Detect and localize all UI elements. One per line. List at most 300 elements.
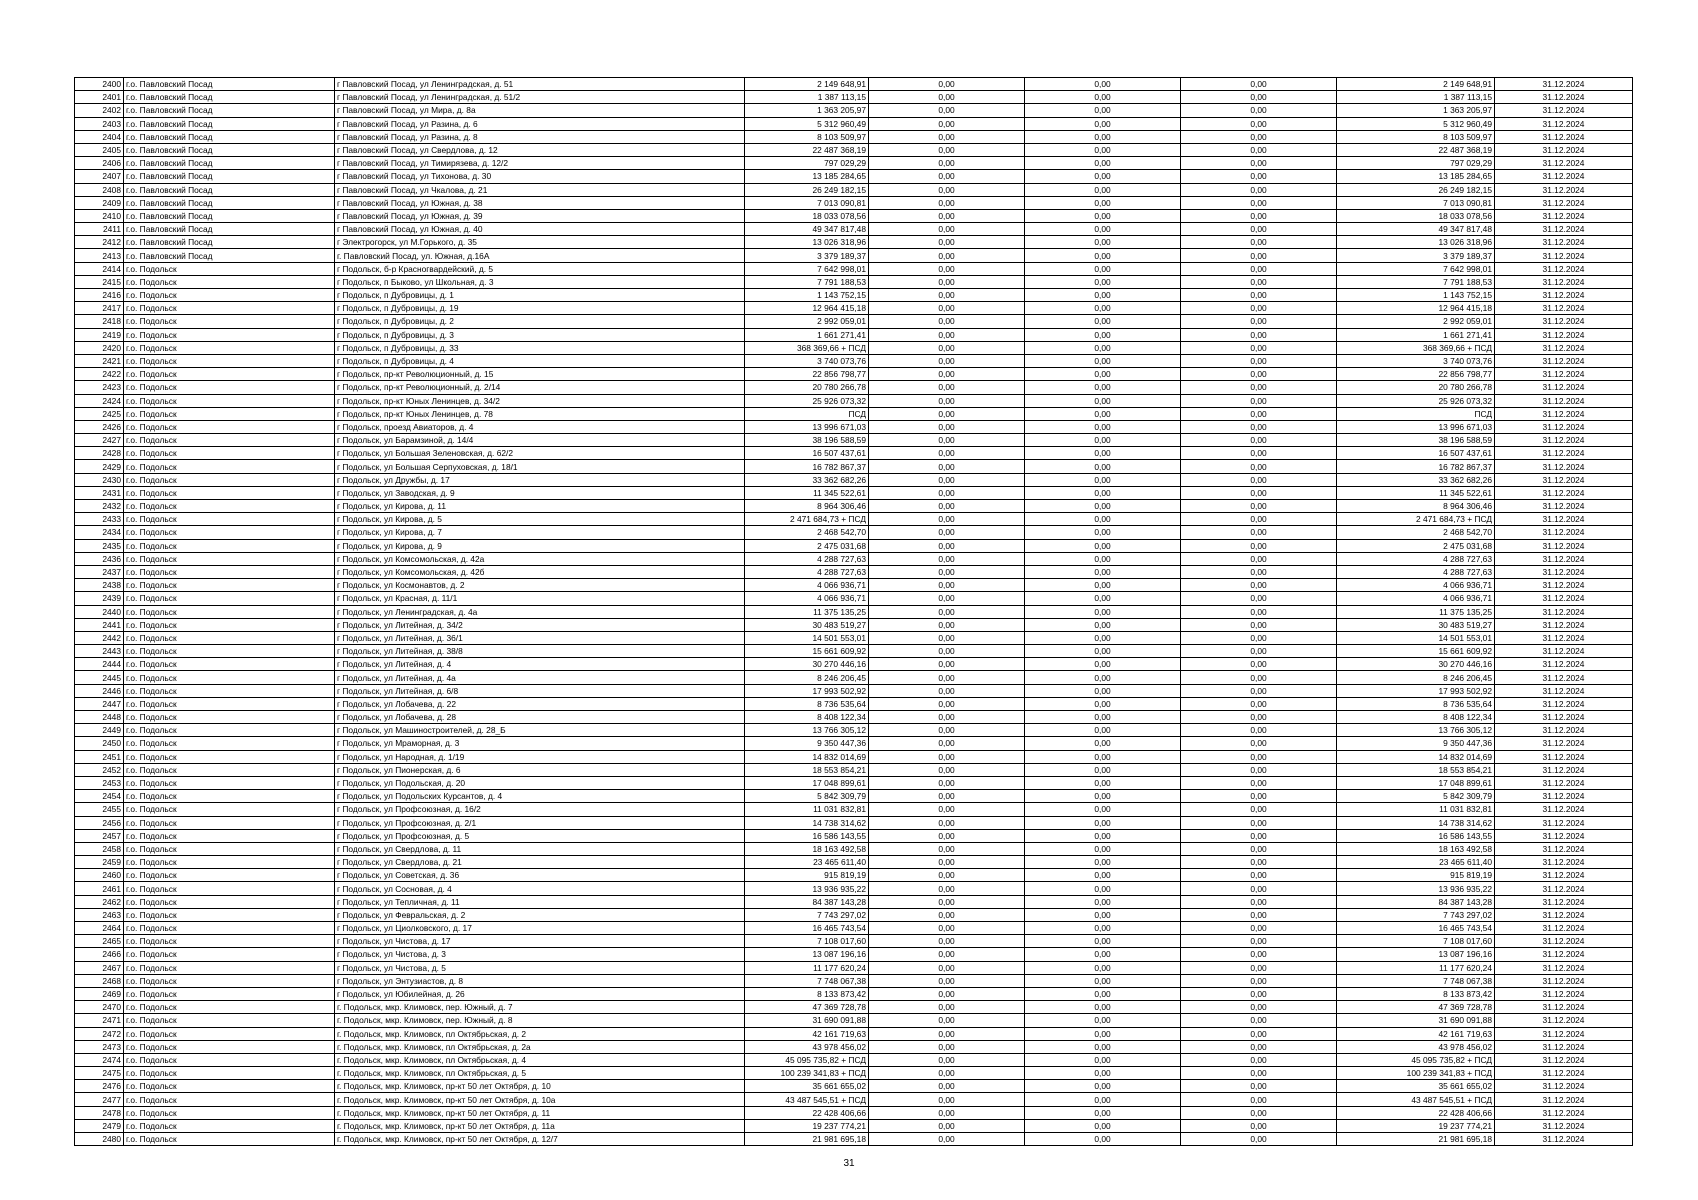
amount-col-2-cell: 0,00 xyxy=(869,434,1025,447)
municipality-cell: г.о. Подольск xyxy=(124,500,335,513)
amount-col-2-cell: 0,00 xyxy=(869,117,1025,130)
amount-col-4-cell: 0,00 xyxy=(1181,1080,1337,1093)
amount-col-3-cell: 0,00 xyxy=(1025,776,1181,789)
amount-remaining-cell: 915 819,19 xyxy=(1337,869,1495,882)
table-row xyxy=(75,1093,1633,1106)
amount-remaining-cell: 8 408 122,34 xyxy=(1337,711,1495,724)
table-row xyxy=(75,209,1633,222)
amount-col-3-cell: 0,00 xyxy=(1025,974,1181,987)
table-row xyxy=(75,1119,1633,1132)
date-cell: 31.12.2024 xyxy=(1495,816,1633,829)
amount-remaining-cell: 2 471 684,73 + ПСД xyxy=(1337,513,1495,526)
amount-total-cell: 13 087 196,16 xyxy=(745,948,869,961)
row-number-cell: 2419 xyxy=(75,328,124,341)
date-cell: 31.12.2024 xyxy=(1495,1106,1633,1119)
amount-remaining-cell: 4 288 727,63 xyxy=(1337,565,1495,578)
amount-col-3-cell: 0,00 xyxy=(1025,605,1181,618)
amount-total-cell: 7 642 998,01 xyxy=(745,262,869,275)
date-cell: 31.12.2024 xyxy=(1495,895,1633,908)
address-cell: г. Подольск, мкр. Климовск, пр-кт 50 лет Октября, д. 12/7 xyxy=(335,1133,745,1146)
table-row xyxy=(75,790,1633,803)
table-row xyxy=(75,763,1633,776)
table-row xyxy=(75,275,1633,288)
amount-col-3-cell: 0,00 xyxy=(1025,223,1181,236)
table-row xyxy=(75,552,1633,565)
date-cell: 31.12.2024 xyxy=(1495,104,1633,117)
amount-remaining-cell: 2 992 059,01 xyxy=(1337,315,1495,328)
table-row xyxy=(75,711,1633,724)
amount-total-cell: 11 345 522,61 xyxy=(745,486,869,499)
table-row xyxy=(75,1027,1633,1040)
row-number-cell: 2466 xyxy=(75,948,124,961)
date-cell: 31.12.2024 xyxy=(1495,565,1633,578)
amount-col-3-cell: 0,00 xyxy=(1025,104,1181,117)
municipality-cell: г.о. Подольск xyxy=(124,922,335,935)
amount-total-cell: 43 978 456,02 xyxy=(745,1040,869,1053)
table-row xyxy=(75,526,1633,539)
amount-col-4-cell: 0,00 xyxy=(1181,605,1337,618)
table-row xyxy=(75,328,1633,341)
amount-col-4-cell: 0,00 xyxy=(1181,684,1337,697)
amount-col-3-cell: 0,00 xyxy=(1025,434,1181,447)
municipality-cell: г.о. Подольск xyxy=(124,302,335,315)
municipality-cell: г.о. Подольск xyxy=(124,987,335,1000)
municipality-cell: г.о. Подольск xyxy=(124,394,335,407)
page-number: 31 xyxy=(843,1158,855,1169)
address-cell: г Подольск, ул Свердлова, д. 11 xyxy=(335,842,745,855)
date-cell: 31.12.2024 xyxy=(1495,552,1633,565)
date-cell: 31.12.2024 xyxy=(1495,209,1633,222)
row-number-cell: 2480 xyxy=(75,1133,124,1146)
amount-col-3-cell: 0,00 xyxy=(1025,328,1181,341)
row-number-cell: 2444 xyxy=(75,658,124,671)
date-cell: 31.12.2024 xyxy=(1495,223,1633,236)
municipality-cell: г.о. Подольск xyxy=(124,631,335,644)
amount-remaining-cell: 17 048 899,61 xyxy=(1337,776,1495,789)
table-row xyxy=(75,368,1633,381)
amount-remaining-cell: 42 161 719,63 xyxy=(1337,1027,1495,1040)
municipality-cell: г.о. Павловский Посад xyxy=(124,104,335,117)
amount-col-2-cell: 0,00 xyxy=(869,987,1025,1000)
amount-total-cell: 14 501 553,01 xyxy=(745,631,869,644)
amount-col-4-cell: 0,00 xyxy=(1181,618,1337,631)
amount-col-2-cell: 0,00 xyxy=(869,1133,1025,1146)
date-cell: 31.12.2024 xyxy=(1495,91,1633,104)
amount-col-4-cell: 0,00 xyxy=(1181,78,1337,91)
amount-total-cell: 4 288 727,63 xyxy=(745,552,869,565)
amount-remaining-cell: 797 029,29 xyxy=(1337,157,1495,170)
address-cell: г Подольск, ул Энтузиастов, д. 8 xyxy=(335,974,745,987)
date-cell: 31.12.2024 xyxy=(1495,249,1633,262)
row-number-cell: 2476 xyxy=(75,1080,124,1093)
date-cell: 31.12.2024 xyxy=(1495,763,1633,776)
amount-remaining-cell: 13 026 318,96 xyxy=(1337,236,1495,249)
amount-col-3-cell: 0,00 xyxy=(1025,1001,1181,1014)
table-row xyxy=(75,539,1633,552)
amount-col-2-cell: 0,00 xyxy=(869,223,1025,236)
municipality-cell: г.о. Подольск xyxy=(124,724,335,737)
table-row xyxy=(75,631,1633,644)
amount-col-4-cell: 0,00 xyxy=(1181,1014,1337,1027)
address-cell: г. Подольск, мкр. Климовск, пер. Южный, д. 7 xyxy=(335,1001,745,1014)
amount-total-cell: 14 738 314,62 xyxy=(745,816,869,829)
row-number-cell: 2418 xyxy=(75,315,124,328)
municipality-cell: г.о. Подольск xyxy=(124,1093,335,1106)
amount-total-cell: 1 363 205,97 xyxy=(745,104,869,117)
amount-total-cell: 8 103 509,97 xyxy=(745,130,869,143)
amount-col-2-cell: 0,00 xyxy=(869,130,1025,143)
amount-col-3-cell: 0,00 xyxy=(1025,869,1181,882)
amount-remaining-cell: 84 387 143,28 xyxy=(1337,895,1495,908)
amount-col-2-cell: 0,00 xyxy=(869,1106,1025,1119)
date-cell: 31.12.2024 xyxy=(1495,434,1633,447)
row-number-cell: 2463 xyxy=(75,908,124,921)
date-cell: 31.12.2024 xyxy=(1495,1080,1633,1093)
amount-col-2-cell: 0,00 xyxy=(869,1053,1025,1066)
amount-col-3-cell: 0,00 xyxy=(1025,671,1181,684)
amount-remaining-cell: 5 842 309,79 xyxy=(1337,790,1495,803)
amount-col-2-cell: 0,00 xyxy=(869,922,1025,935)
municipality-cell: г.о. Подольск xyxy=(124,671,335,684)
municipality-cell: г.о. Подольск xyxy=(124,1040,335,1053)
amount-col-2-cell: 0,00 xyxy=(869,368,1025,381)
table-row xyxy=(75,223,1633,236)
address-cell: г Подольск, ул Кирова, д. 11 xyxy=(335,500,745,513)
address-cell: г Павловский Посад, ул Свердлова, д. 12 xyxy=(335,143,745,156)
row-number-cell: 2440 xyxy=(75,605,124,618)
amount-col-2-cell: 0,00 xyxy=(869,354,1025,367)
row-number-cell: 2405 xyxy=(75,143,124,156)
row-number-cell: 2402 xyxy=(75,104,124,117)
row-number-cell: 2432 xyxy=(75,500,124,513)
table-row xyxy=(75,289,1633,302)
date-cell: 31.12.2024 xyxy=(1495,697,1633,710)
date-cell: 31.12.2024 xyxy=(1495,500,1633,513)
amount-total-cell: 15 661 609,92 xyxy=(745,645,869,658)
amount-total-cell: 38 196 588,59 xyxy=(745,434,869,447)
amount-remaining-cell: 45 095 735,82 + ПСД xyxy=(1337,1053,1495,1066)
address-cell: г Подольск, ул Лобачева, д. 28 xyxy=(335,711,745,724)
municipality-cell: г.о. Подольск xyxy=(124,262,335,275)
date-cell: 31.12.2024 xyxy=(1495,1040,1633,1053)
date-cell: 31.12.2024 xyxy=(1495,157,1633,170)
amount-col-2-cell: 0,00 xyxy=(869,790,1025,803)
row-number-cell: 2423 xyxy=(75,381,124,394)
date-cell: 31.12.2024 xyxy=(1495,289,1633,302)
municipality-cell: г.о. Павловский Посад xyxy=(124,209,335,222)
amount-col-4-cell: 0,00 xyxy=(1181,289,1337,302)
amount-col-2-cell: 0,00 xyxy=(869,209,1025,222)
address-cell: г Подольск, ул Кирова, д. 7 xyxy=(335,526,745,539)
date-cell: 31.12.2024 xyxy=(1495,381,1633,394)
amount-col-3-cell: 0,00 xyxy=(1025,856,1181,869)
municipality-cell: г.о. Подольск xyxy=(124,1053,335,1066)
amount-total-cell: 1 143 752,15 xyxy=(745,289,869,302)
amount-total-cell: 9 350 447,36 xyxy=(745,737,869,750)
amount-col-4-cell: 0,00 xyxy=(1181,803,1337,816)
amount-col-3-cell: 0,00 xyxy=(1025,394,1181,407)
amount-remaining-cell: 8 246 206,45 xyxy=(1337,671,1495,684)
amount-col-2-cell: 0,00 xyxy=(869,394,1025,407)
amount-total-cell: 18 033 078,56 xyxy=(745,209,869,222)
row-number-cell: 2417 xyxy=(75,302,124,315)
amount-total-cell: 4 066 936,71 xyxy=(745,592,869,605)
amount-col-2-cell: 0,00 xyxy=(869,605,1025,618)
amount-col-2-cell: 0,00 xyxy=(869,1014,1025,1027)
amount-total-cell: 13 026 318,96 xyxy=(745,236,869,249)
amount-col-2-cell: 0,00 xyxy=(869,618,1025,631)
amount-col-3-cell: 0,00 xyxy=(1025,196,1181,209)
amount-col-3-cell: 0,00 xyxy=(1025,895,1181,908)
amount-col-3-cell: 0,00 xyxy=(1025,1093,1181,1106)
amount-col-4-cell: 0,00 xyxy=(1181,526,1337,539)
table-row xyxy=(75,91,1633,104)
amount-col-2-cell: 0,00 xyxy=(869,724,1025,737)
address-cell: г Подольск, ул Свердлова, д. 21 xyxy=(335,856,745,869)
amount-col-4-cell: 0,00 xyxy=(1181,1067,1337,1080)
amount-remaining-cell: 7 108 017,60 xyxy=(1337,935,1495,948)
amount-col-4-cell: 0,00 xyxy=(1181,486,1337,499)
municipality-cell: г.о. Подольск xyxy=(124,645,335,658)
amount-remaining-cell: 25 926 073,32 xyxy=(1337,394,1495,407)
address-cell: г Павловский Посад, ул Южная, д. 39 xyxy=(335,209,745,222)
amount-total-cell: 2 471 684,73 + ПСД xyxy=(745,513,869,526)
row-number-cell: 2474 xyxy=(75,1053,124,1066)
row-number-cell: 2449 xyxy=(75,724,124,737)
amount-remaining-cell: 11 177 620,24 xyxy=(1337,961,1495,974)
amount-col-2-cell: 0,00 xyxy=(869,1067,1025,1080)
row-number-cell: 2473 xyxy=(75,1040,124,1053)
amount-remaining-cell: 11 031 832,81 xyxy=(1337,803,1495,816)
amount-remaining-cell: 4 066 936,71 xyxy=(1337,579,1495,592)
amount-col-4-cell: 0,00 xyxy=(1181,183,1337,196)
amount-col-4-cell: 0,00 xyxy=(1181,196,1337,209)
amount-col-4-cell: 0,00 xyxy=(1181,157,1337,170)
municipality-cell: г.о. Подольск xyxy=(124,684,335,697)
table-row xyxy=(75,302,1633,315)
table-row xyxy=(75,143,1633,156)
address-cell: г Подольск, ул Юбилейная, д. 26 xyxy=(335,987,745,1000)
amount-col-4-cell: 0,00 xyxy=(1181,816,1337,829)
row-number-cell: 2420 xyxy=(75,341,124,354)
amount-col-4-cell: 0,00 xyxy=(1181,711,1337,724)
table-row xyxy=(75,618,1633,631)
amount-total-cell: 45 095 735,82 + ПСД xyxy=(745,1053,869,1066)
amount-remaining-cell: 22 487 368,19 xyxy=(1337,143,1495,156)
amount-total-cell: 22 856 798,77 xyxy=(745,368,869,381)
amount-col-3-cell: 0,00 xyxy=(1025,1040,1181,1053)
date-cell: 31.12.2024 xyxy=(1495,196,1633,209)
amount-remaining-cell: 18 033 078,56 xyxy=(1337,209,1495,222)
amount-remaining-cell: 12 964 415,18 xyxy=(1337,302,1495,315)
amount-col-3-cell: 0,00 xyxy=(1025,658,1181,671)
amount-col-3-cell: 0,00 xyxy=(1025,236,1181,249)
amount-remaining-cell: 38 196 588,59 xyxy=(1337,434,1495,447)
address-cell: г Подольск, ул Комсомольская, д. 42б xyxy=(335,565,745,578)
amount-col-2-cell: 0,00 xyxy=(869,183,1025,196)
table-row xyxy=(75,908,1633,921)
row-number-cell: 2429 xyxy=(75,460,124,473)
amount-col-3-cell: 0,00 xyxy=(1025,935,1181,948)
address-cell: г Подольск, п Быково, ул Школьная, д. 3 xyxy=(335,275,745,288)
amount-remaining-cell: 8 133 873,42 xyxy=(1337,987,1495,1000)
table-row xyxy=(75,922,1633,935)
row-number-cell: 2421 xyxy=(75,354,124,367)
row-number-cell: 2431 xyxy=(75,486,124,499)
amount-total-cell: 17 993 502,92 xyxy=(745,684,869,697)
address-cell: г Подольск, ул Чистова, д. 17 xyxy=(335,935,745,948)
table-row xyxy=(75,341,1633,354)
amount-col-4-cell: 0,00 xyxy=(1181,1119,1337,1132)
amount-col-2-cell: 0,00 xyxy=(869,170,1025,183)
date-cell: 31.12.2024 xyxy=(1495,1027,1633,1040)
row-number-cell: 2439 xyxy=(75,592,124,605)
amount-total-cell: 26 249 182,15 xyxy=(745,183,869,196)
amount-remaining-cell: 18 553 854,21 xyxy=(1337,763,1495,776)
amount-col-2-cell: 0,00 xyxy=(869,1040,1025,1053)
table-row xyxy=(75,1001,1633,1014)
amount-col-4-cell: 0,00 xyxy=(1181,856,1337,869)
table-row xyxy=(75,434,1633,447)
amount-remaining-cell: 13 185 284,65 xyxy=(1337,170,1495,183)
amount-remaining-cell: 5 312 960,49 xyxy=(1337,117,1495,130)
amount-total-cell: 797 029,29 xyxy=(745,157,869,170)
date-cell: 31.12.2024 xyxy=(1495,262,1633,275)
municipality-cell: г.о. Подольск xyxy=(124,486,335,499)
amount-col-3-cell: 0,00 xyxy=(1025,526,1181,539)
amount-total-cell: 42 161 719,63 xyxy=(745,1027,869,1040)
municipality-cell: г.о. Подольск xyxy=(124,275,335,288)
amount-total-cell: 7 108 017,60 xyxy=(745,935,869,948)
address-cell: г Подольск, пр-кт Юных Ленинцев, д. 78 xyxy=(335,407,745,420)
row-number-cell: 2453 xyxy=(75,776,124,789)
amount-remaining-cell: 8 736 535,64 xyxy=(1337,697,1495,710)
amount-total-cell: 13 766 305,12 xyxy=(745,724,869,737)
date-cell: 31.12.2024 xyxy=(1495,711,1633,724)
amount-col-3-cell: 0,00 xyxy=(1025,737,1181,750)
amount-total-cell: 16 465 743,54 xyxy=(745,922,869,935)
municipality-cell: г.о. Подольск xyxy=(124,1133,335,1146)
amount-col-4-cell: 0,00 xyxy=(1181,737,1337,750)
date-cell: 31.12.2024 xyxy=(1495,513,1633,526)
municipality-cell: г.о. Подольск xyxy=(124,565,335,578)
municipality-cell: г.о. Подольск xyxy=(124,816,335,829)
table-row xyxy=(75,196,1633,209)
municipality-cell: г.о. Павловский Посад xyxy=(124,117,335,130)
table-row xyxy=(75,236,1633,249)
amount-col-4-cell: 0,00 xyxy=(1181,935,1337,948)
amount-col-3-cell: 0,00 xyxy=(1025,170,1181,183)
amount-col-2-cell: 0,00 xyxy=(869,882,1025,895)
municipality-cell: г.о. Подольск xyxy=(124,447,335,460)
table-row xyxy=(75,869,1633,882)
amount-col-3-cell: 0,00 xyxy=(1025,1106,1181,1119)
address-cell: г Подольск, ул Подольских Курсантов, д. 4 xyxy=(335,790,745,803)
amount-remaining-cell: 43 487 545,51 + ПСД xyxy=(1337,1093,1495,1106)
municipality-cell: г.о. Подольск xyxy=(124,420,335,433)
amount-col-3-cell: 0,00 xyxy=(1025,460,1181,473)
amount-col-2-cell: 0,00 xyxy=(869,803,1025,816)
amount-col-3-cell: 0,00 xyxy=(1025,724,1181,737)
amount-remaining-cell: 100 239 341,83 + ПСД xyxy=(1337,1067,1495,1080)
amount-col-3-cell: 0,00 xyxy=(1025,500,1181,513)
amount-total-cell: 31 690 091,88 xyxy=(745,1014,869,1027)
municipality-cell: г.о. Подольск xyxy=(124,618,335,631)
row-number-cell: 2404 xyxy=(75,130,124,143)
date-cell: 31.12.2024 xyxy=(1495,78,1633,91)
amount-remaining-cell: 2 468 542,70 xyxy=(1337,526,1495,539)
amount-col-2-cell: 0,00 xyxy=(869,407,1025,420)
date-cell: 31.12.2024 xyxy=(1495,473,1633,486)
amount-col-4-cell: 0,00 xyxy=(1181,671,1337,684)
amount-col-2-cell: 0,00 xyxy=(869,315,1025,328)
table-row xyxy=(75,104,1633,117)
date-cell: 31.12.2024 xyxy=(1495,829,1633,842)
address-cell: г Подольск, ул Чистова, д. 3 xyxy=(335,948,745,961)
date-cell: 31.12.2024 xyxy=(1495,1133,1633,1146)
amount-total-cell: 2 468 542,70 xyxy=(745,526,869,539)
row-number-cell: 2451 xyxy=(75,750,124,763)
address-cell: г Подольск, ул Дружбы, д. 17 xyxy=(335,473,745,486)
table-row xyxy=(75,816,1633,829)
amount-col-4-cell: 0,00 xyxy=(1181,1093,1337,1106)
amount-col-4-cell: 0,00 xyxy=(1181,236,1337,249)
amount-col-2-cell: 0,00 xyxy=(869,1080,1025,1093)
amount-total-cell: 43 487 545,51 + ПСД xyxy=(745,1093,869,1106)
address-cell: г Павловский Посад, ул Южная, д. 40 xyxy=(335,223,745,236)
amount-col-3-cell: 0,00 xyxy=(1025,289,1181,302)
date-cell: 31.12.2024 xyxy=(1495,368,1633,381)
amount-col-4-cell: 0,00 xyxy=(1181,697,1337,710)
municipality-cell: г.о. Подольск xyxy=(124,856,335,869)
row-number-cell: 2459 xyxy=(75,856,124,869)
amount-total-cell: 25 926 073,32 xyxy=(745,394,869,407)
date-cell: 31.12.2024 xyxy=(1495,579,1633,592)
date-cell: 31.12.2024 xyxy=(1495,935,1633,948)
amount-col-2-cell: 0,00 xyxy=(869,711,1025,724)
amount-remaining-cell: 30 483 519,27 xyxy=(1337,618,1495,631)
amount-col-4-cell: 0,00 xyxy=(1181,908,1337,921)
table-row xyxy=(75,183,1633,196)
address-cell: г Подольск, ул Пионерская, д. 6 xyxy=(335,763,745,776)
row-number-cell: 2478 xyxy=(75,1106,124,1119)
amount-col-2-cell: 0,00 xyxy=(869,565,1025,578)
amount-total-cell: 18 163 492,58 xyxy=(745,842,869,855)
address-cell: г. Подольск, мкр. Климовск, пр-кт 50 лет Октября, д. 11 xyxy=(335,1106,745,1119)
amount-total-cell: 368 369,66 + ПСД xyxy=(745,341,869,354)
row-number-cell: 2426 xyxy=(75,420,124,433)
address-cell: г Павловский Посад, ул Разина, д. 6 xyxy=(335,117,745,130)
date-cell: 31.12.2024 xyxy=(1495,130,1633,143)
amount-col-4-cell: 0,00 xyxy=(1181,882,1337,895)
amount-total-cell: 12 964 415,18 xyxy=(745,302,869,315)
amount-col-4-cell: 0,00 xyxy=(1181,869,1337,882)
municipality-cell: г.о. Подольск xyxy=(124,592,335,605)
municipality-cell: г.о. Павловский Посад xyxy=(124,223,335,236)
amount-col-2-cell: 0,00 xyxy=(869,816,1025,829)
amount-col-4-cell: 0,00 xyxy=(1181,592,1337,605)
amount-col-4-cell: 0,00 xyxy=(1181,763,1337,776)
address-cell: г. Подольск, мкр. Климовск, пл Октябрьская, д. 2а xyxy=(335,1040,745,1053)
municipality-cell: г.о. Подольск xyxy=(124,829,335,842)
table-row xyxy=(75,1040,1633,1053)
row-number-cell: 2403 xyxy=(75,117,124,130)
municipality-cell: г.о. Подольск xyxy=(124,711,335,724)
amount-total-cell: 7 013 090,81 xyxy=(745,196,869,209)
date-cell: 31.12.2024 xyxy=(1495,842,1633,855)
municipality-cell: г.о. Павловский Посад xyxy=(124,78,335,91)
amount-col-3-cell: 0,00 xyxy=(1025,948,1181,961)
